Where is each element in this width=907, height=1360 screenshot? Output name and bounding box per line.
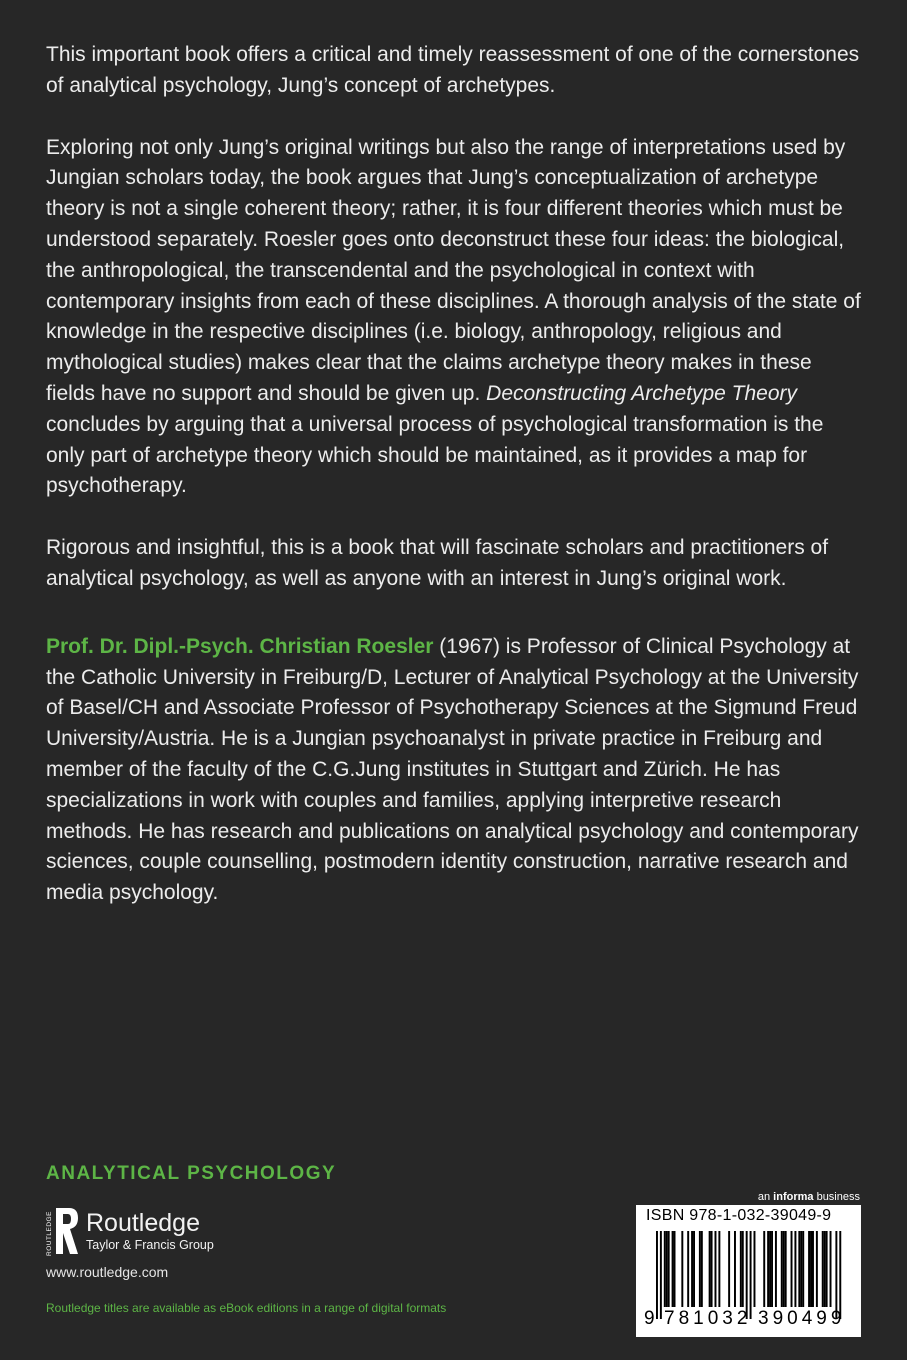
barcode-bar bbox=[763, 1231, 765, 1307]
barcode-bar bbox=[808, 1231, 810, 1307]
publisher-block bbox=[42, 1204, 214, 1258]
informa-brand: informa bbox=[773, 1191, 814, 1203]
barcode-bar bbox=[734, 1231, 736, 1307]
book-title-italic: Deconstructing Archetype Theory bbox=[486, 381, 798, 405]
barcode-bar bbox=[742, 1231, 744, 1307]
author-name: Prof. Dr. Dipl.-Psych. Christian Roesler bbox=[46, 634, 434, 658]
barcode-bar bbox=[767, 1231, 769, 1307]
barcode-bar bbox=[715, 1231, 717, 1307]
barcode-bar bbox=[798, 1231, 800, 1307]
barcode-bar bbox=[824, 1231, 826, 1307]
barcode-bar bbox=[769, 1231, 771, 1307]
barcode-bar bbox=[746, 1231, 748, 1319]
barcode-bar bbox=[660, 1231, 662, 1319]
routledge-logo-icon bbox=[42, 1204, 80, 1258]
barcode-bar bbox=[699, 1231, 701, 1307]
barcode-bar bbox=[718, 1231, 720, 1307]
barcode-bar bbox=[800, 1231, 802, 1307]
barcode-bar bbox=[810, 1231, 812, 1307]
barcode-bar bbox=[791, 1231, 793, 1307]
barcode-left-digits: 781032 bbox=[664, 1308, 752, 1329]
isbn-barcode bbox=[636, 1205, 861, 1337]
publisher-url[interactable]: www.routledge.com bbox=[46, 1264, 169, 1280]
blurb-p2-text-end: concludes by arguing that a universal process of psychological transformation is the only part of archetype theory which should be maintained, as it provides a map for psychotherapy. bbox=[46, 412, 824, 498]
barcode-bar bbox=[681, 1231, 683, 1307]
barcode-bar bbox=[781, 1231, 783, 1307]
barcode-bar bbox=[666, 1231, 668, 1307]
barcode-bar bbox=[754, 1231, 756, 1307]
informa-prefix: an bbox=[757, 1191, 774, 1203]
barcode-bar bbox=[691, 1231, 693, 1307]
barcode-bar bbox=[728, 1231, 730, 1307]
informa-suffix: business bbox=[813, 1191, 860, 1203]
barcode-bar bbox=[812, 1231, 814, 1307]
barcode-bar bbox=[775, 1231, 777, 1307]
barcode-bar bbox=[802, 1231, 804, 1307]
barcode-bar bbox=[794, 1231, 796, 1307]
isbn-label: ISBN 978-1-032-39049-9 bbox=[646, 1207, 832, 1224]
barcode-bar bbox=[664, 1231, 666, 1307]
barcode-bar bbox=[701, 1231, 703, 1307]
barcode-bar bbox=[835, 1231, 837, 1319]
barcode-bar bbox=[656, 1231, 658, 1319]
barcode-bar bbox=[672, 1231, 674, 1307]
barcode-bar bbox=[674, 1231, 676, 1307]
barcode-bar bbox=[785, 1231, 787, 1307]
barcode-bar bbox=[830, 1231, 832, 1307]
barcode-bar bbox=[750, 1231, 752, 1319]
back-cover-blurb bbox=[46, 40, 866, 940]
barcode-bar bbox=[839, 1231, 841, 1319]
publisher-group: Taylor & Francis Group bbox=[86, 1238, 214, 1252]
informa-business bbox=[758, 1191, 860, 1203]
publisher-name: Routledge bbox=[86, 1209, 200, 1237]
blurb-paragraph-1: This important book offers a critical and timely reassessment of one of the cornerstones of analytical psychology, Jung’s concept of archetypes. bbox=[46, 43, 860, 97]
logo-vertical-text: ROUTLEDGE bbox=[46, 1211, 53, 1256]
blurb-paragraph-2 bbox=[46, 133, 866, 503]
barcode-bar bbox=[822, 1231, 824, 1307]
barcode-bar bbox=[783, 1231, 785, 1307]
barcode-first-digit: 9 bbox=[644, 1308, 655, 1329]
barcode-bar bbox=[771, 1231, 773, 1307]
barcode-bar bbox=[668, 1231, 670, 1307]
barcode-bar bbox=[709, 1231, 711, 1307]
series-label: ANALYTICAL PSYCHOLOGY bbox=[46, 1163, 337, 1184]
blurb-paragraph-3: Rigorous and insightful, this is a book that will fascinate scholars and practitioners of analytical psychology, as well as anyone with an interest in Jung’s original work. bbox=[46, 536, 829, 590]
author-bio bbox=[46, 632, 866, 909]
barcode-bar bbox=[687, 1231, 689, 1307]
blurb-p2-text: Exploring not only Jung’s original writings but also the range of interpretations used by Jungian scholars today, the book argues that Jung’s conceptualization of archetype theory is not a single coherent theory; rather, it is four different theories which must be understood separately. Roesler goes onto deconstruct these four ideas: the biological, the anthropological, the transcendental and the psychological in context with contemporary insights from each of these disciplines. A thorough analysis of the state of knowledge in the respective disciplines (i.e. biology, anthropology, religious and mythological studies) makes clear that the claims archetype theory makes in these fields have no support and should be given up. bbox=[46, 135, 861, 405]
author-bio-text: (1967) is Professor of Clinical Psychology at the Catholic University in Freiburg/D, Lecturer of Analytical Psychology at the University of Basel/CH and Associate Professor of Psychotherapy Sciences at the Sigmund Freud University/Austria. He is a Jungian psychoanalyst in private practice in Freiburg and member of the faculty of the C.G.Jung institutes in Stuttgart and Zürich. He has specializations in work with couples and families, applying interpretive research methods. He has research and publications on analytical psychology and contemporary sciences, couple counselling, postmodern identity construction, narrative research and media psychology. bbox=[46, 634, 859, 905]
barcode-bar bbox=[826, 1231, 828, 1307]
barcode-bar bbox=[740, 1231, 742, 1307]
barcode-bar bbox=[816, 1231, 818, 1307]
barcode-bar bbox=[693, 1231, 695, 1307]
barcode-bar bbox=[711, 1231, 713, 1307]
barcode-right-digits: 390499 bbox=[758, 1308, 846, 1329]
ebook-note: Routledge titles are available as eBook editions in a range of digital formats bbox=[46, 1301, 447, 1315]
